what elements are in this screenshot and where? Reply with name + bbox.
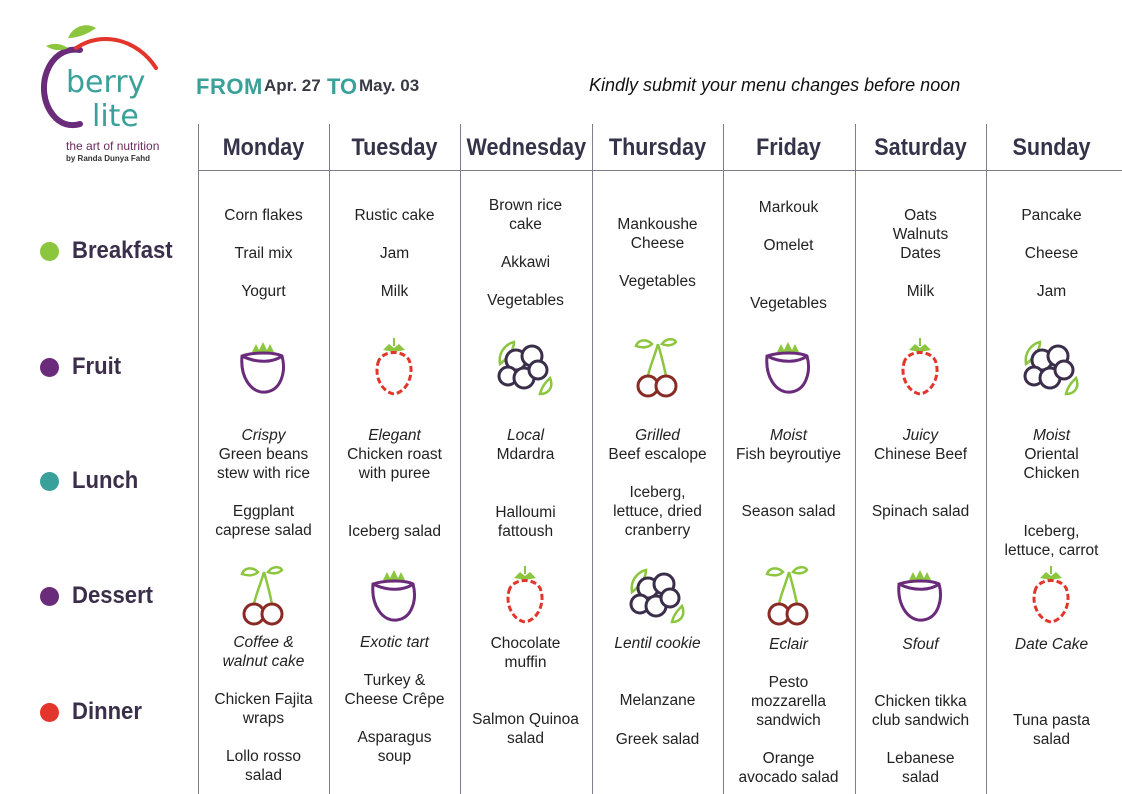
breakfast-thursday bbox=[592, 215, 723, 291]
menu-item: Coffee & bbox=[233, 634, 294, 651]
menu-item: sandwich bbox=[756, 712, 821, 729]
dish-style: Elegant bbox=[368, 427, 421, 444]
dish-style: Grilled bbox=[635, 427, 680, 444]
menu-item: Iceberg salad bbox=[347, 523, 442, 540]
dessert-thursday bbox=[592, 634, 723, 653]
menu-item: Omelet bbox=[763, 237, 814, 254]
cherry-icon bbox=[230, 562, 296, 628]
from-label: FROM bbox=[196, 74, 263, 99]
menu-item: Spinach salad bbox=[871, 503, 970, 520]
menu-item: Oriental bbox=[1024, 446, 1079, 463]
menu-item: wraps bbox=[242, 710, 285, 727]
menu-item: Chocolate bbox=[490, 635, 561, 652]
menu-item: Cheese bbox=[1024, 245, 1079, 262]
meal-label-dessert bbox=[40, 581, 160, 611]
breakfast-tuesday bbox=[329, 206, 460, 301]
meal-label-text: Fruit bbox=[72, 353, 122, 380]
menu-item: Milk bbox=[906, 283, 935, 300]
menu-item: caprese salad bbox=[215, 522, 312, 539]
raspberry-icon bbox=[361, 334, 427, 400]
menu-item: Markouk bbox=[758, 199, 819, 216]
cherry-icon bbox=[755, 562, 821, 628]
menu-item: Corn flakes bbox=[224, 207, 303, 224]
meal-label-breakfast bbox=[40, 236, 181, 266]
dish-style: Moist bbox=[1032, 427, 1071, 444]
menu-item: lettuce, dried bbox=[613, 503, 702, 520]
breakfast-wednesday bbox=[460, 196, 591, 310]
menu-item: Melanzane bbox=[619, 692, 696, 709]
dinner-friday bbox=[723, 673, 854, 787]
lunch-monday bbox=[198, 426, 329, 540]
day-header-tuesday: Tuesday bbox=[351, 134, 438, 161]
raspberry-icon bbox=[887, 334, 953, 400]
plum-icon bbox=[361, 562, 427, 628]
dessert-monday bbox=[198, 633, 329, 671]
lunch-dot bbox=[40, 472, 59, 491]
lunch-wednesday bbox=[460, 426, 591, 541]
lunch-thursday bbox=[592, 426, 723, 540]
breakfast-monday bbox=[198, 206, 329, 301]
blueberry-icon bbox=[624, 562, 690, 628]
to-label: TO bbox=[327, 74, 358, 99]
menu-item: Oats bbox=[904, 207, 937, 224]
dessert-wednesday bbox=[460, 634, 591, 672]
breakfast-sunday bbox=[986, 206, 1117, 301]
menu-item: Green beans bbox=[218, 446, 309, 463]
menu-item: muffin bbox=[504, 654, 547, 671]
menu-item: Date Cake bbox=[1014, 636, 1089, 653]
day-header-thursday: Thursday bbox=[608, 134, 707, 161]
dinner-wednesday bbox=[460, 710, 591, 748]
menu-item: Brown rice bbox=[488, 197, 563, 214]
menu-item: Halloumi bbox=[495, 504, 556, 521]
menu-item: Pancake bbox=[1021, 207, 1082, 224]
menu-item: Eclair bbox=[769, 636, 808, 653]
menu-item: Fish beyroutiye bbox=[735, 446, 842, 463]
menu-item: Iceberg, bbox=[629, 484, 686, 501]
plum-icon bbox=[755, 334, 821, 400]
dessert-saturday bbox=[855, 635, 986, 654]
meal-label-text: Breakfast bbox=[72, 237, 173, 264]
menu-item: Exotic tart bbox=[360, 634, 429, 651]
menu-item: Walnuts bbox=[892, 226, 949, 243]
breakfast-saturday bbox=[855, 206, 986, 301]
menu-item: salad bbox=[1032, 731, 1071, 748]
menu-item: Akkawi bbox=[500, 254, 551, 271]
dish-style: Juicy bbox=[902, 427, 939, 444]
dessert-friday bbox=[723, 635, 854, 654]
day-header-monday: Monday bbox=[222, 134, 305, 161]
plum-icon bbox=[230, 334, 296, 400]
meal-label-text: Lunch bbox=[72, 467, 139, 494]
to-date: May. 03 bbox=[359, 76, 420, 95]
meal-label-text: Dessert bbox=[72, 582, 154, 609]
menu-item: Chinese Beef bbox=[873, 446, 968, 463]
menu-item: salad bbox=[244, 767, 283, 784]
menu-item: Beef escalope bbox=[608, 446, 707, 463]
dessert-dot bbox=[40, 587, 59, 606]
menu-item: Iceberg, bbox=[1023, 523, 1080, 540]
lunch-sunday bbox=[986, 426, 1117, 560]
raspberry-icon bbox=[492, 562, 558, 628]
meal-label-dinner bbox=[40, 697, 148, 727]
menu-item: club sandwich bbox=[871, 712, 970, 729]
dinner-tuesday bbox=[329, 671, 460, 766]
dish-style: Crispy bbox=[241, 427, 286, 444]
menu-item: Chicken tikka bbox=[874, 693, 967, 710]
dessert-tuesday bbox=[329, 633, 460, 652]
dessert-sunday bbox=[986, 635, 1117, 654]
submission-note: Kindly submit your menu changes before noon bbox=[589, 75, 961, 95]
day-header-friday: Friday bbox=[756, 134, 821, 161]
menu-item: salad bbox=[901, 769, 940, 786]
from-date: Apr. 27 bbox=[264, 76, 321, 95]
dinner-saturday bbox=[855, 692, 986, 787]
menu-item: stew with rice bbox=[216, 465, 311, 482]
cherry-icon bbox=[624, 334, 690, 400]
menu-item: soup bbox=[377, 748, 412, 765]
dinner-sunday bbox=[986, 711, 1117, 749]
menu-item: Greek salad bbox=[615, 731, 700, 748]
raspberry-icon bbox=[1018, 562, 1084, 628]
menu-item: Turkey & bbox=[363, 672, 426, 689]
menu-item: Lebanese bbox=[886, 750, 955, 767]
menu-item: Asparagus bbox=[357, 729, 432, 746]
menu-item: Lollo rosso bbox=[226, 748, 301, 765]
menu-item: Dates bbox=[900, 245, 941, 262]
fruit-dot bbox=[40, 358, 59, 377]
menu-item: Vegetables bbox=[750, 295, 827, 312]
menu-item: Jam bbox=[379, 245, 410, 262]
breakfast-dot bbox=[40, 242, 59, 261]
menu-item: Rustic cake bbox=[354, 207, 435, 224]
menu-item: walnut cake bbox=[222, 653, 305, 670]
menu-item: Orange bbox=[762, 750, 815, 767]
logo-word-berry: berry bbox=[66, 65, 146, 100]
menu-item: Vegetables bbox=[487, 292, 564, 309]
menu-item: Lentil cookie bbox=[614, 635, 701, 652]
dinner-dot bbox=[40, 703, 59, 722]
menu-item: Sfouf bbox=[902, 636, 939, 653]
menu-item: Salmon Quinoa bbox=[472, 711, 579, 728]
lunch-saturday bbox=[855, 426, 986, 521]
dinner-thursday bbox=[592, 691, 723, 749]
menu-item: Chicken roast bbox=[347, 446, 442, 463]
menu-item: Cheese bbox=[630, 235, 685, 252]
menu-item: Pesto bbox=[768, 674, 809, 691]
meal-label-fruit bbox=[40, 352, 125, 382]
menu-item: Milk bbox=[380, 283, 409, 300]
dinner-monday bbox=[198, 690, 329, 785]
menu-item: Tuna pasta bbox=[1013, 712, 1090, 729]
menu-item: with puree bbox=[358, 465, 431, 482]
day-header-saturday: Saturday bbox=[874, 134, 967, 161]
logo-word-lite: lite bbox=[92, 99, 139, 134]
menu-item: Chicken bbox=[1023, 465, 1080, 482]
menu-item: Vegetables bbox=[619, 273, 696, 290]
menu-item: Season salad bbox=[741, 503, 836, 520]
logo-byline: by Randa Dunya Fahd bbox=[66, 154, 151, 163]
menu-item: avocado salad bbox=[738, 769, 839, 786]
lunch-tuesday bbox=[329, 426, 460, 541]
menu-item: Trail mix bbox=[234, 245, 293, 262]
menu-item: fattoush bbox=[497, 523, 554, 540]
menu-item: lettuce, carrot bbox=[1004, 542, 1099, 559]
menu-item: Eggplant bbox=[232, 503, 295, 520]
meal-label-text: Dinner bbox=[72, 698, 142, 725]
blueberry-icon bbox=[1018, 334, 1084, 400]
menu-item: Mankoushe bbox=[617, 216, 698, 233]
breakfast-friday bbox=[723, 198, 854, 313]
day-header-sunday: Sunday bbox=[1012, 134, 1091, 161]
menu-item: cake bbox=[509, 216, 542, 233]
menu-item: Cheese Crêpe bbox=[344, 691, 445, 708]
blueberry-icon bbox=[492, 334, 558, 400]
meal-label-lunch bbox=[40, 466, 144, 496]
lunch-friday bbox=[723, 426, 854, 521]
dish-style: Local bbox=[506, 427, 545, 444]
day-header-wednesday: Wednesday bbox=[466, 134, 587, 161]
menu-item: Chicken Fajita bbox=[214, 691, 313, 708]
menu-item: mozzarella bbox=[751, 693, 826, 710]
dish-style: Moist bbox=[769, 427, 808, 444]
logo-tagline: the art of nutrition bbox=[66, 139, 160, 153]
plum-icon bbox=[887, 562, 953, 628]
header-divider bbox=[198, 170, 1122, 171]
menu-item: Jam bbox=[1036, 283, 1067, 300]
menu-item: Mdardra bbox=[496, 446, 555, 463]
menu-item: salad bbox=[506, 730, 545, 747]
menu-item: cranberry bbox=[624, 522, 691, 539]
menu-item: Yogurt bbox=[241, 283, 286, 300]
